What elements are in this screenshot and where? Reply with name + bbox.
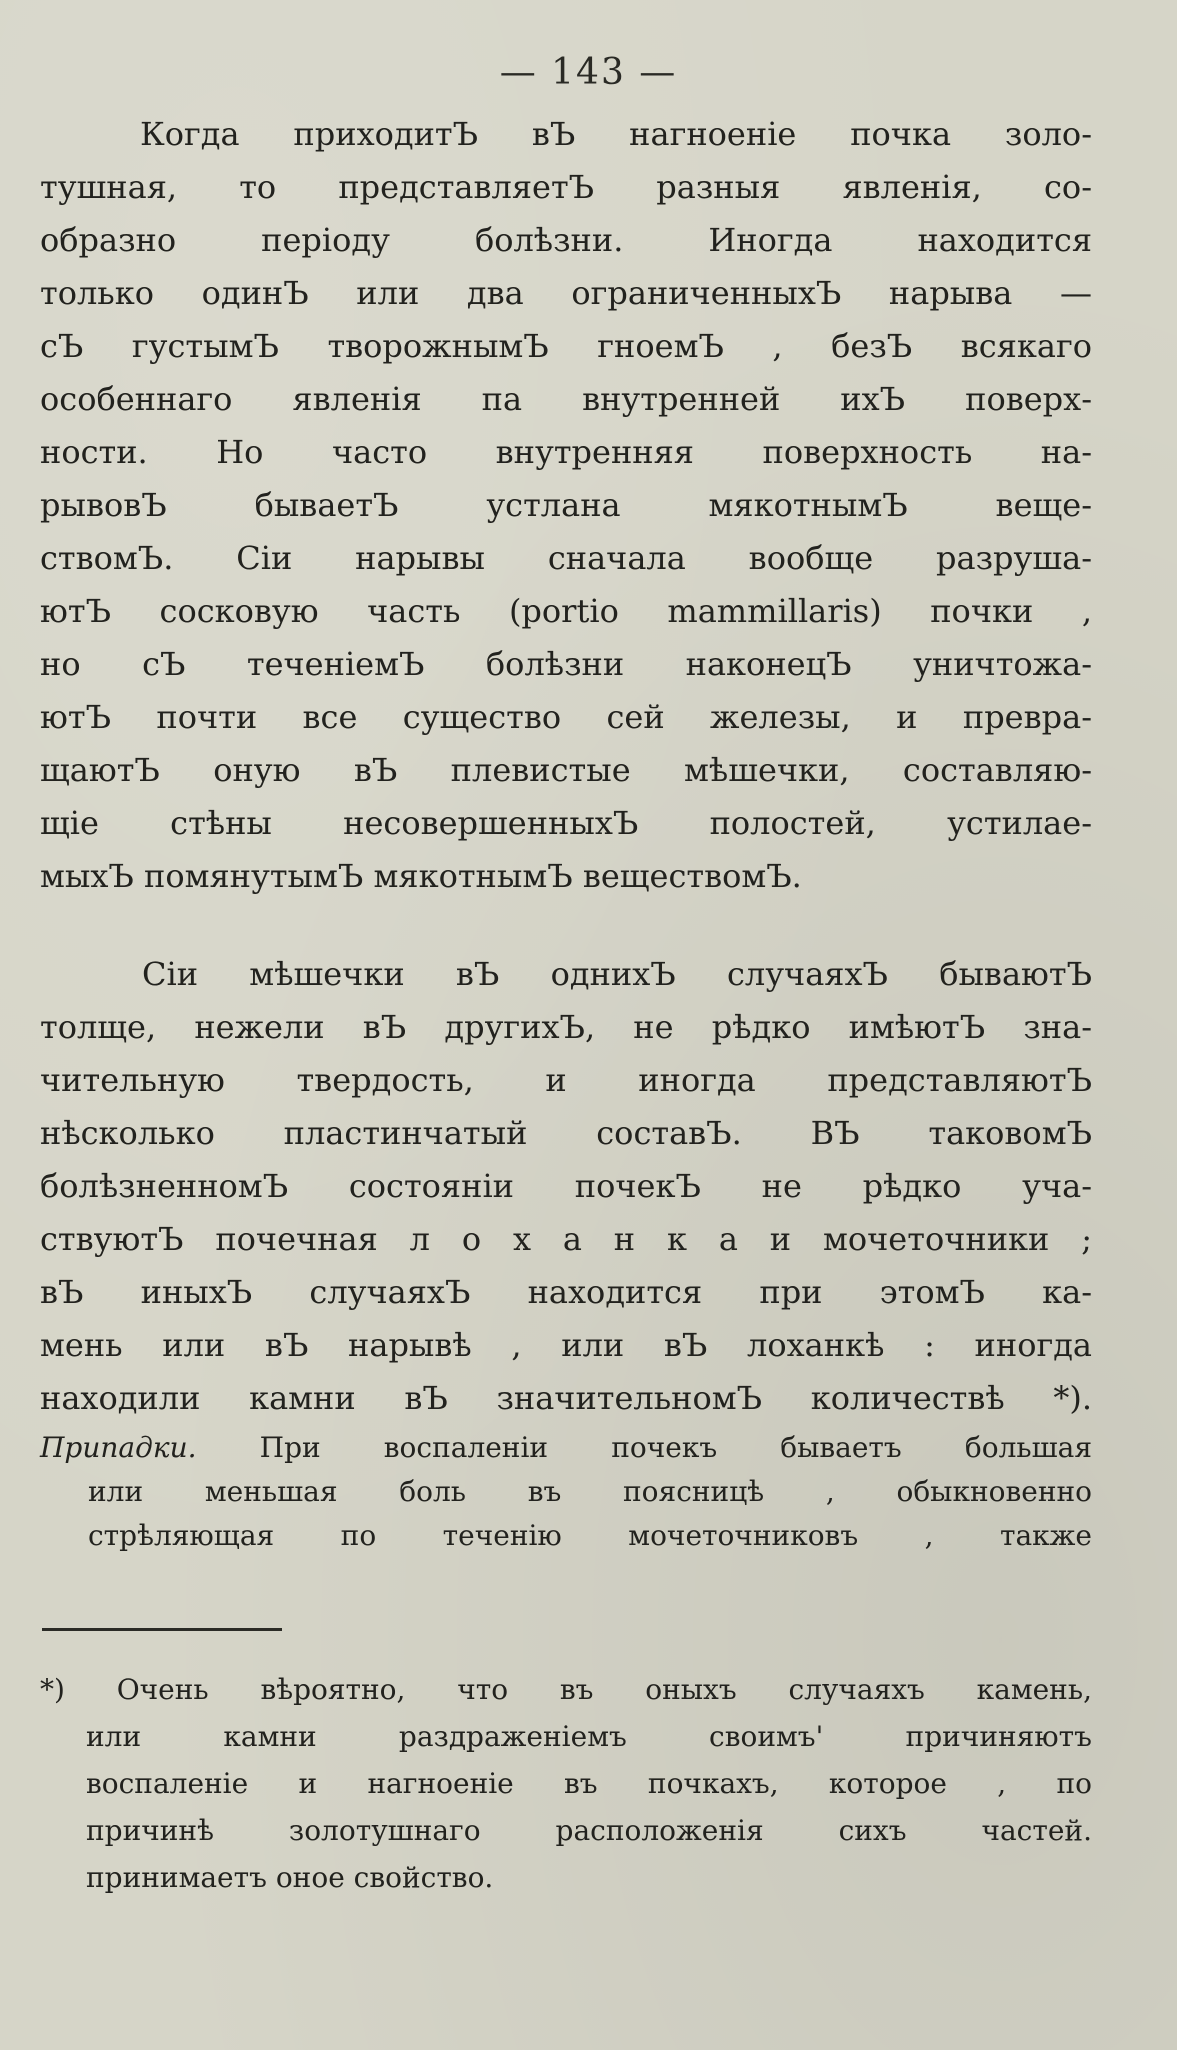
text-line: мень или вЪ нарывѣ , или вЪ лоханкѣ : иногда (40, 1326, 1092, 1364)
text-line: сЪ густымЪ творожнымЪ гноемЪ , безЪ всякаго (40, 327, 1092, 365)
section-first-line-text: При воспаленіи почекъ бываетъ большая (259, 1431, 1092, 1464)
text-line: ютЪ почти все существо сей железы, и превра- (40, 698, 1092, 736)
text-line: находили камни вЪ значительномЪ количествѣ *). (40, 1379, 1092, 1417)
paragraph-1 (40, 108, 1092, 903)
text-line: ности. Но часто внутренняя поверхность на- (40, 433, 1092, 471)
text-line: ютЪ сосковую часть (portio mammillaris) почки , (40, 592, 1092, 630)
footnote-line: или камни раздраженіемъ своимъ' причиняютъ (86, 1720, 1092, 1753)
text-line: особеннаго явленія па внутренней ихЪ поверх- (40, 380, 1092, 418)
text-line: стрѣляющая по теченію мочеточниковъ , также (88, 1519, 1092, 1552)
text-line: но сЪ теченіемЪ болѣзни наконецЪ уничтожа- (40, 645, 1092, 683)
footnote-divider (42, 1628, 282, 1631)
text-line: болѣзненномЪ состояніи почекЪ не рѣдко уча- (40, 1167, 1092, 1205)
text-line: ствомЪ. Сіи нарывы сначала вообще разруша- (40, 539, 1092, 577)
paragraph-2 (40, 948, 1092, 1425)
text-line: рывовЪ бываетЪ устлана мякотнымЪ веще- (40, 486, 1092, 524)
text-line: образно періоду болѣзни. Иногда находится (40, 221, 1092, 259)
footnote-line: принимаетъ оное свойство. (86, 1861, 494, 1894)
section-symptoms (40, 1426, 1092, 1558)
text-line: только одинЪ или два ограниченныхЪ нарыва — (40, 274, 1092, 312)
text-line: тушная, то представляетЪ разныя явленія, со- (40, 168, 1092, 206)
footnote (40, 1666, 1092, 1901)
text-line: Сіи мѣшечки вЪ однихЪ случаяхЪ бываютЪ (142, 955, 1092, 993)
footnote-line: воспаленіе и нагноеніе въ почкахъ, которое , по (86, 1767, 1092, 1800)
text-line: вЪ иныхЪ случаяхЪ находится при этомЪ ка- (40, 1273, 1092, 1311)
text-line: щіе стѣны несовершенныхЪ полостей, устилае- (40, 804, 1092, 842)
text-line: нѣсколько пластинчатый составЪ. ВЪ таковомЪ (40, 1114, 1092, 1152)
footnote-line: *) Очень вѣроятно, что въ оныхъ случаяхъ камень, (40, 1673, 1092, 1706)
page-number: — 143 — (499, 52, 678, 93)
text-line: толще, нежели вЪ другихЪ, не рѣдко имѣютЪ зна- (40, 1008, 1092, 1046)
text-line: чительную твердость, и иногда представляютЪ (40, 1061, 1092, 1099)
section-first-line (40, 1426, 1092, 1470)
section-title: Припадки. (40, 1431, 197, 1464)
footnote-line: причинѣ золотушнаго расположенія сихъ частей. (86, 1814, 1092, 1847)
text-line: мыхЪ помянутымЪ мякотнымЪ веществомЪ. (40, 857, 802, 895)
text-line: щаютЪ оную вЪ плевистые мѣшечки, составляю- (40, 751, 1092, 789)
text-line: или меньшая боль въ поясницѣ , обыкновенно (88, 1475, 1092, 1508)
text-line: ствуютЪ почечная л о х а н к а и мочеточники ; (40, 1220, 1092, 1258)
text-line: Когда приходитЪ вЪ нагноеніе почка золо- (140, 115, 1092, 153)
